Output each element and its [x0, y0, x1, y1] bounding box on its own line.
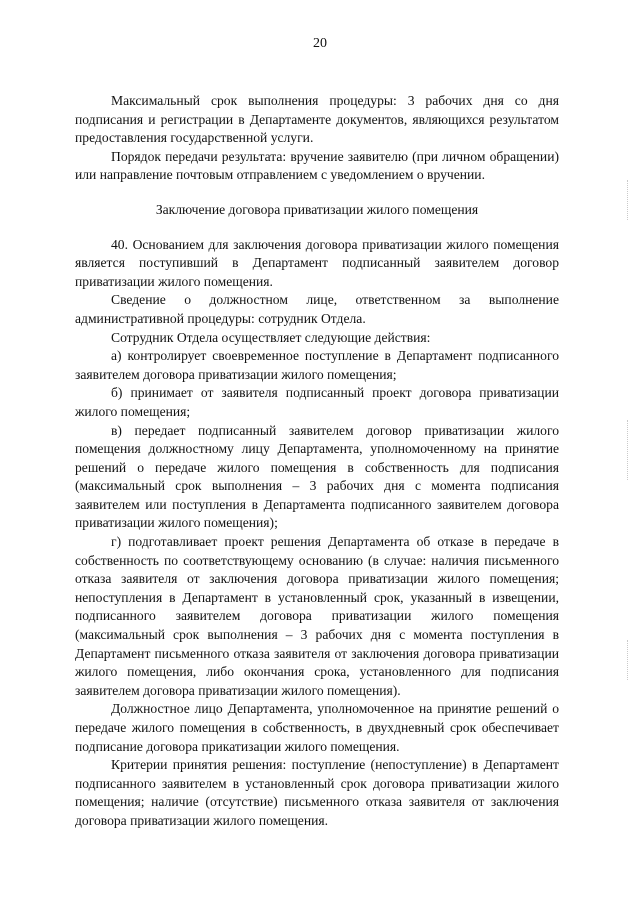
paragraph-max-term: Максимальный срок выполнения процедуры: 3 рабочих дня со дня подписания и регистрации в Департаменте документов, являющихся результатом предоставления государственной услуги.: [75, 93, 559, 146]
document-body: [75, 92, 559, 831]
paragraph-responsible-person: Сведение о должностном лице, ответственном за выполнение административной процедуры: сотрудник Отдела.: [75, 292, 559, 326]
section-title: Заключение договора приватизации жилого помещения: [155, 201, 479, 217]
scan-edge-mark: [625, 180, 628, 220]
scan-edge-mark: [625, 420, 628, 480]
paragraph-official-signing: Должностное лицо Департамента, уполномоченное на принятие решений о передаче жилого помещения в собственность, в двухдневный срок обеспечивает подписание договора прикатизации жилого помещения.: [75, 701, 559, 754]
paragraph-action-a: а) контролирует своевременное поступление в Департамент подписанного заявителем договора приватизации жилого помещения;: [75, 348, 559, 382]
paragraph-action-v: в) передает подписанный заявителем договор приватизации жилого помещения должностному лицу Департамента, уполномоченному на принятие решений о передаче жилого помещения в собственность для подписания (максимальный срок выполнения – 3 рабочих дня с момента подписания заявителем или поступления в Департамента подписанного заявителем договора приватизации жилого помещения);: [75, 422, 559, 531]
paragraph-action-g: г) подготавливает проект решения Департамента об отказе в передаче в собственность по соответствующему основанию (в случае: наличия письменного отказа заявителя от заключения договора приватизации жилого помещения; непоступления в Департамент в установленный срок, указанный в извещении, подписанного заявителем договора приватизации жилого помещения (максимальный срок выполнения – 3 рабочих дня с момента поступления в Департамент письменного отказа заявителя от заключения договора приватизации жилого помещения, либо окончания срока, установленного для подписания заявителем договора приватизации жилого помещения).: [75, 534, 559, 698]
paragraph-decision-criteria: Критерии принятия решения: поступление (непоступление) в Департамент подписанного заявителем в установленный срок договора приватизации жилого помещения; наличие (отсутствие) письменного отказа заявителя от заключения договора приватизации жилого помещения.: [75, 757, 559, 828]
paragraph-actions-intro: Сотрудник Отдела осуществляет следующие действия:: [111, 329, 431, 345]
paragraph-item-40: 40. Основанием для заключения договора приватизации жилого помещения является поступивший в Департамент подписанный заявителем договор приватизации жилого помещения.: [75, 236, 559, 289]
paragraph-result-transfer: Порядок передачи результата: вручение заявителю (при личном обращении) или направление почтовым отправлением с уведомлением о вручении.: [75, 148, 559, 183]
scan-edge-mark: [625, 640, 628, 680]
page-number: 20: [313, 36, 327, 51]
paragraph-action-b: б) принимает от заявителя подписанный проект договора приватизации жилого помещения;: [75, 385, 559, 419]
